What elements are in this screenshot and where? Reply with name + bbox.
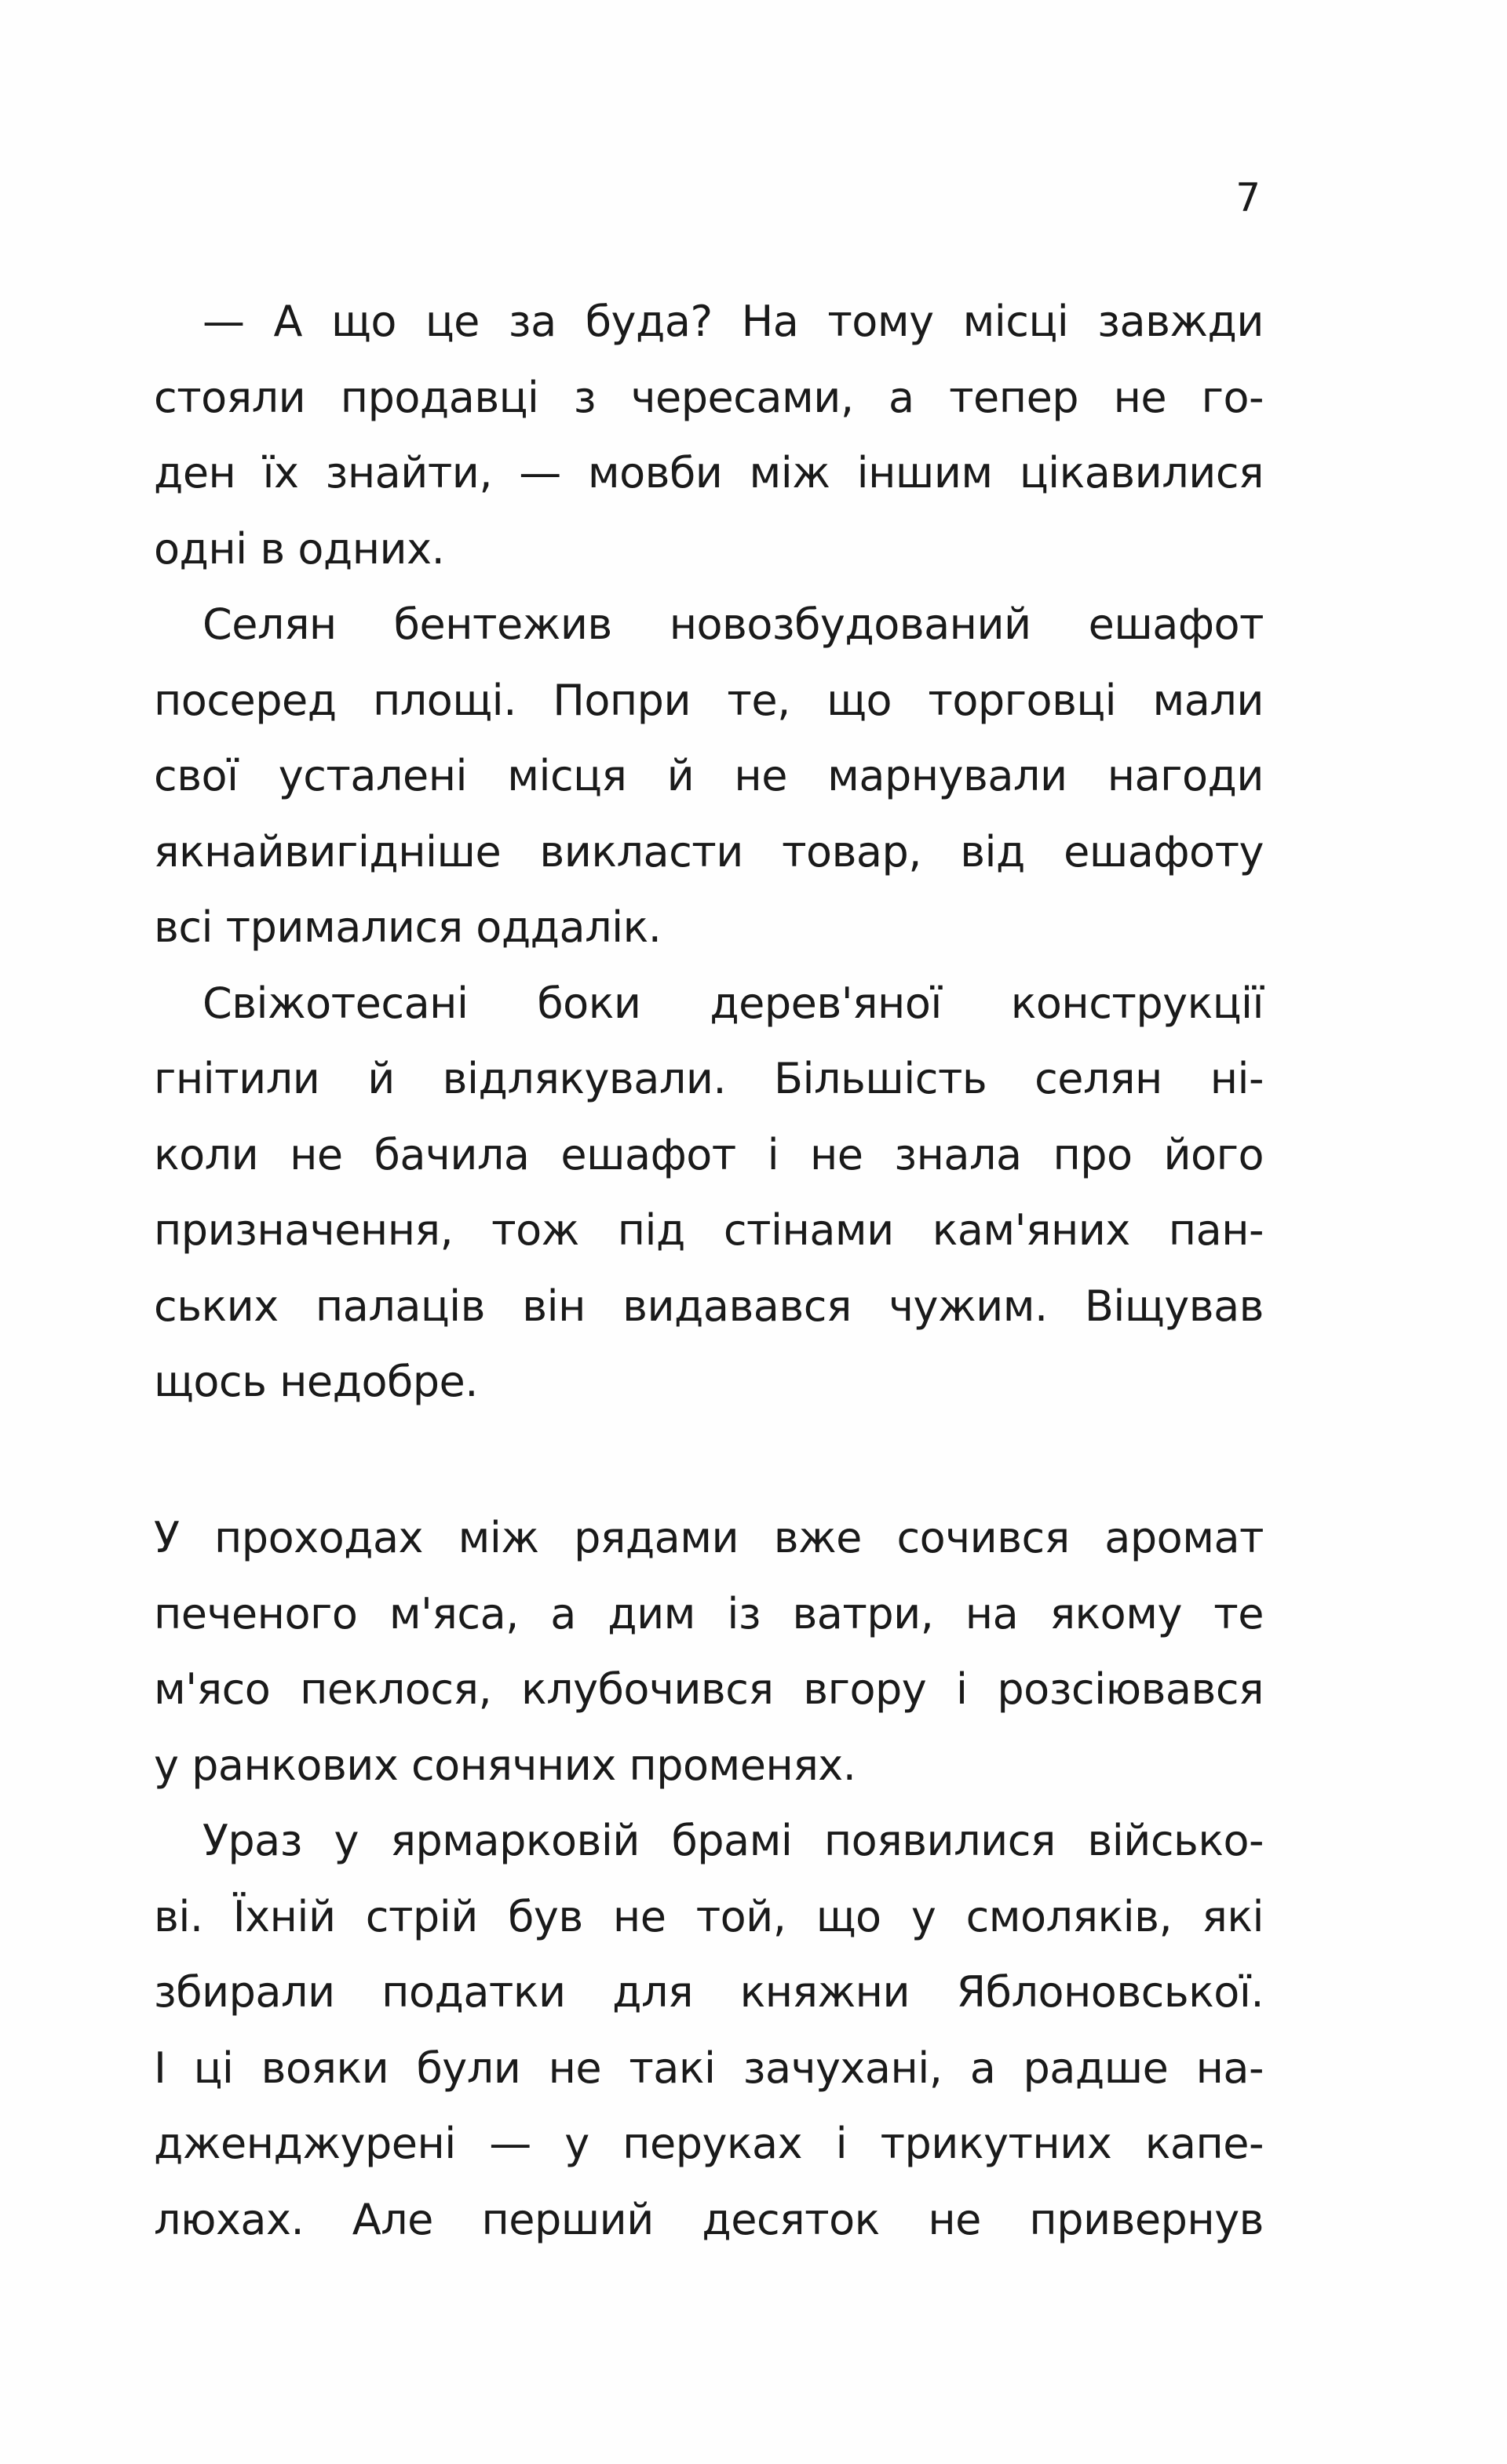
- text-line: м'ясо пеклося, клубочився вгору і розсіювався: [154, 1664, 1264, 1714]
- text-line: посеред площі. Попри те, що торговці мали: [154, 675, 1264, 725]
- paragraph: [154, 966, 1264, 1420]
- text-line: печеного м'яса, а дим із ватри, на якому те: [154, 1588, 1264, 1638]
- text-line: ден їх знайти, — мовби між іншим цікавилися: [154, 448, 1264, 498]
- text-line: дженджурені — у перуках і трикутних капе-: [154, 2119, 1264, 2168]
- section-1: [154, 284, 1264, 1420]
- text-line: ві. Їхній стрій був не той, що у смоляків, які: [154, 1891, 1264, 1941]
- text-line: всі трималися оддалік.: [154, 902, 662, 952]
- text-line: У проходах між рядами вже сочився аромат: [154, 1513, 1264, 1562]
- text-line: гнітили й відлякували. Більшість селян ні-: [154, 1054, 1264, 1103]
- text-line: збирали податки для княжни Яблоновської.: [154, 1967, 1264, 2017]
- text-line: якнайвигідніше викласти товар, від ешафоту: [154, 826, 1264, 877]
- paragraph: [154, 1803, 1264, 2258]
- paragraph: [154, 587, 1264, 966]
- text-line: Селян бентежив новозбудований ешафот: [203, 600, 1264, 649]
- text-line: стояли продавці з чересами, а тепер не го-: [154, 372, 1264, 422]
- text-line: коли не бачила ешафот і не знала про його: [154, 1129, 1264, 1179]
- text-line: щось недобре.: [154, 1357, 478, 1406]
- paragraph: [154, 1500, 1264, 1803]
- section-2: [154, 1500, 1264, 2258]
- text-line: І ці вояки були не такі зачухані, а радше на-: [154, 2043, 1264, 2093]
- text-line: Ураз у ярмарковій брамі появилися військо-: [203, 1816, 1264, 1865]
- paragraph: [154, 284, 1264, 587]
- page-number: 7: [1235, 175, 1261, 221]
- text-line: ських палаців він видавався чужим. Віщував: [154, 1281, 1264, 1331]
- text-line: одні в одних.: [154, 523, 445, 574]
- text-line: свої усталені місця й не марнували нагоди: [154, 751, 1264, 800]
- text-line: люхах. Але перший десяток не привернув: [154, 2194, 1264, 2244]
- text-line: Свіжотесані боки дерев'яної конструкції: [203, 978, 1264, 1028]
- text-line: — А що це за буда? На тому місці завжди: [203, 297, 1264, 346]
- text-line: у ранкових сонячних променях.: [154, 1740, 856, 1790]
- text-line: призначення, тож під стінами кам'яних пан-: [154, 1205, 1264, 1255]
